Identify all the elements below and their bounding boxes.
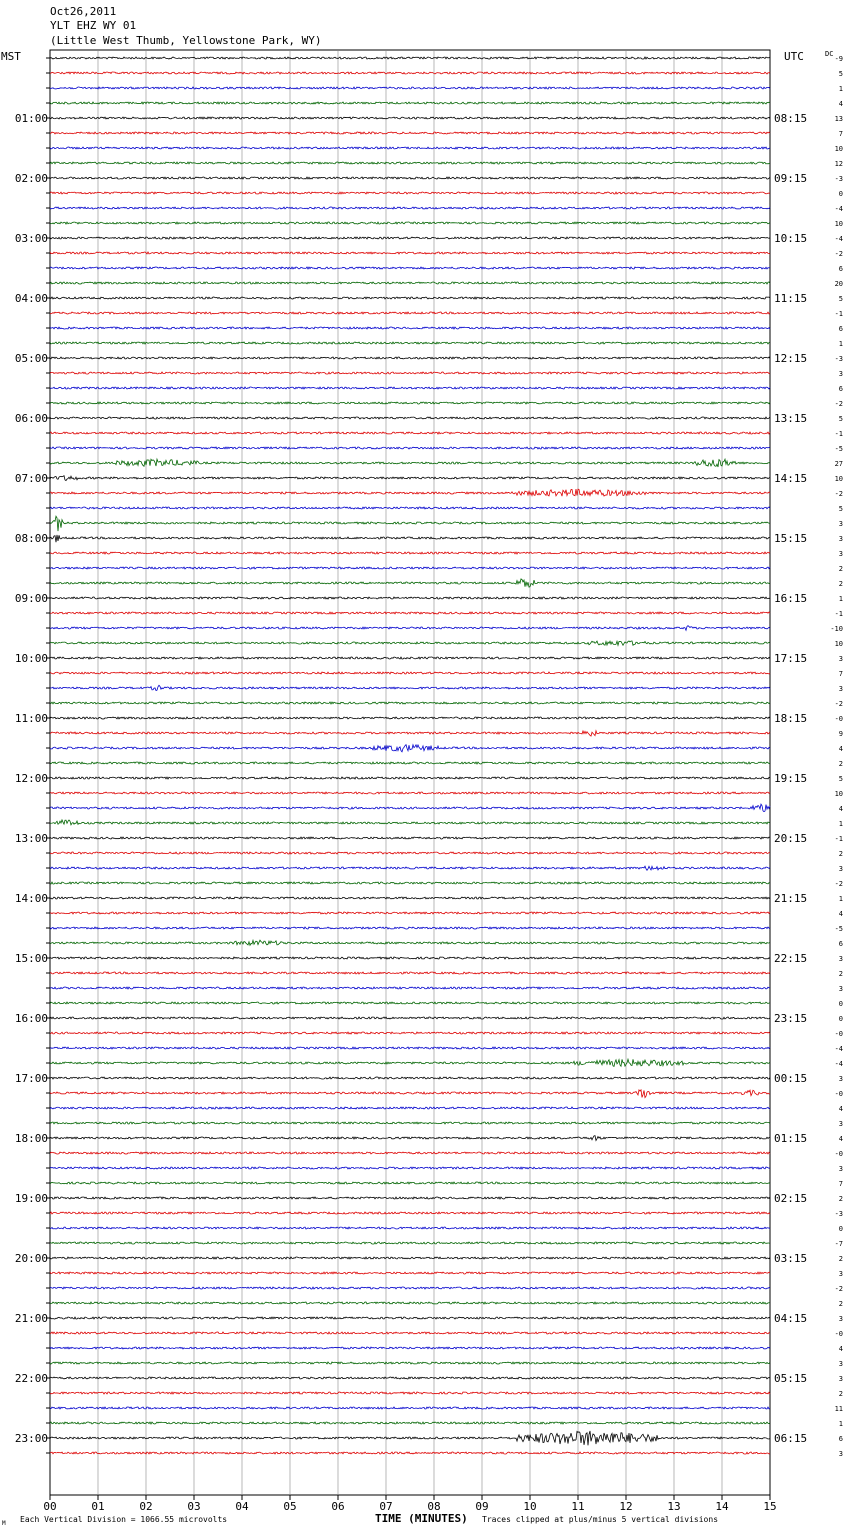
dc-offset-value: 5 <box>838 415 843 423</box>
dc-offset-value: 0 <box>838 190 843 198</box>
dc-offset-value: 0 <box>838 1015 843 1023</box>
seismic-trace <box>50 1077 770 1079</box>
dc-offset-value: 4 <box>838 100 843 108</box>
seismic-trace <box>50 567 770 569</box>
dc-offset-value: 1 <box>838 1420 843 1428</box>
utc-hour-label: 08:15 <box>774 112 808 125</box>
dc-offset-value: 2 <box>838 565 843 573</box>
mst-hour-label: 16:00 <box>14 1012 48 1025</box>
seismic-trace <box>50 927 770 929</box>
dc-offset-value: 5 <box>838 775 843 783</box>
seismic-trace <box>50 489 770 496</box>
seismic-trace <box>50 552 770 554</box>
dc-offset-value: 2 <box>838 850 843 858</box>
seismic-trace <box>50 535 770 542</box>
seismic-trace <box>50 447 770 449</box>
mst-hour-label: 09:00 <box>14 592 48 605</box>
dc-offset-value: 2 <box>838 1255 843 1263</box>
dc-offset-value: 5 <box>838 295 843 303</box>
utc-hour-label: 15:15 <box>774 532 808 545</box>
dc-offset-value: 3 <box>838 1375 843 1383</box>
dc-offset-value: 10 <box>834 640 843 648</box>
utc-hour-label: 14:15 <box>774 472 808 485</box>
seismic-trace <box>50 117 770 119</box>
seismic-trace <box>50 1059 770 1066</box>
utc-hour-label: 09:15 <box>774 172 808 185</box>
seismic-trace <box>50 1332 770 1334</box>
mst-hour-label: 06:00 <box>14 412 48 425</box>
dc-offset-value: 3 <box>838 550 843 558</box>
dc-offset-value: -0 <box>834 715 843 723</box>
seismic-trace <box>50 1317 770 1319</box>
seismic-trace <box>50 1347 770 1349</box>
seismic-trace <box>50 162 770 164</box>
x-tick-label: 06 <box>331 1500 345 1513</box>
utc-hour-label: 16:15 <box>774 592 808 605</box>
utc-hour-label: 13:15 <box>774 412 808 425</box>
dc-offset-value: -5 <box>834 925 843 933</box>
x-tick-label: 03 <box>187 1500 201 1513</box>
dc-offset-value: 12 <box>834 160 843 168</box>
corner-mark: M <box>2 1520 6 1527</box>
utc-hour-label: 04:15 <box>774 1312 808 1325</box>
seismic-trace <box>50 222 770 224</box>
seismic-trace <box>50 417 770 419</box>
seismic-trace <box>50 57 770 59</box>
seismic-trace <box>50 1392 770 1394</box>
dc-offset-value: 20 <box>834 280 843 288</box>
seismic-trace <box>50 612 770 614</box>
dc-offset-value: -4 <box>834 205 843 213</box>
mst-hour-label: 23:00 <box>14 1432 48 1445</box>
x-tick-label: 12 <box>619 1500 633 1513</box>
dc-offset-value: -3 <box>834 355 843 363</box>
seismic-trace <box>50 72 770 74</box>
seismic-trace <box>50 972 770 974</box>
utc-hour-label: 05:15 <box>774 1372 808 1385</box>
dc-offset-value: -5 <box>834 445 843 453</box>
seismic-trace <box>50 837 770 839</box>
seismic-trace <box>50 516 770 531</box>
dc-offset-value: 2 <box>838 760 843 768</box>
dc-offset-value: 3 <box>838 865 843 873</box>
dc-offset-value: -2 <box>834 1285 843 1293</box>
dc-offset-value: 7 <box>838 670 843 678</box>
dc-offset-value: 10 <box>834 475 843 483</box>
mst-hour-label: 18:00 <box>14 1132 48 1145</box>
utc-axis-label: UTC <box>784 50 804 63</box>
utc-hour-label: 19:15 <box>774 772 808 785</box>
dc-offset-value: 4 <box>838 1105 843 1113</box>
dc-offset-value: -4 <box>834 1045 843 1053</box>
station-code: YLT EHZ WY 01 <box>50 19 137 32</box>
dc-offset-value: -1 <box>834 610 843 618</box>
dc-offset-value: 6 <box>838 385 843 393</box>
mst-hour-label: 15:00 <box>14 952 48 965</box>
seismic-trace <box>50 731 770 736</box>
utc-hour-label: 20:15 <box>774 832 808 845</box>
seismic-trace <box>50 1152 770 1154</box>
seismic-trace <box>50 777 770 779</box>
dc-offset-value: -1 <box>834 430 843 438</box>
utc-hour-label: 12:15 <box>774 352 808 365</box>
seismic-trace <box>50 459 770 467</box>
dc-offset-value: 5 <box>838 70 843 78</box>
utc-hour-label: 01:15 <box>774 1132 808 1145</box>
seismic-trace <box>50 1452 770 1454</box>
seismic-trace <box>50 1227 770 1229</box>
utc-hour-label: 03:15 <box>774 1252 808 1265</box>
dc-offset-value: 1 <box>838 85 843 93</box>
seismic-trace <box>50 1212 770 1214</box>
dc-offset-value: 2 <box>838 580 843 588</box>
utc-hour-label: 06:15 <box>774 1432 808 1445</box>
dc-offset-value: -1 <box>834 310 843 318</box>
clip-note: Traces clipped at plus/minus 5 vertical divisions <box>482 1515 719 1524</box>
dc-offset-value: -10 <box>830 625 843 633</box>
seismic-trace <box>50 579 770 587</box>
plot-date: Oct26,2011 <box>50 5 117 18</box>
utc-hour-label: 10:15 <box>774 232 808 245</box>
seismic-trace <box>50 177 770 179</box>
dc-offset-value: 3 <box>838 520 843 528</box>
x-tick-label: 14 <box>715 1500 729 1513</box>
dc-offset-value: 9 <box>838 730 843 738</box>
dc-offset-value: 3 <box>838 1075 843 1083</box>
utc-hour-label: 21:15 <box>774 892 808 905</box>
dc-offset-value: -3 <box>834 1210 843 1218</box>
dc-offset-value: 3 <box>838 1450 843 1458</box>
seismic-trace <box>50 357 770 359</box>
dc-offset-value: -2 <box>834 700 843 708</box>
dc-offset-value: 4 <box>838 805 843 813</box>
seismic-trace <box>50 297 770 299</box>
dc-offset-value: 3 <box>838 985 843 993</box>
x-tick-label: 01 <box>91 1500 105 1513</box>
dc-offset-value: -7 <box>834 1240 843 1248</box>
mst-hour-label: 19:00 <box>14 1192 48 1205</box>
seismic-trace <box>50 702 770 704</box>
seismic-trace <box>50 102 770 104</box>
mst-hour-label: 11:00 <box>14 712 48 725</box>
x-tick-label: 11 <box>571 1500 585 1513</box>
seismic-trace <box>50 866 770 870</box>
dc-offset-value: 1 <box>838 340 843 348</box>
dc-offset-value: 6 <box>838 325 843 333</box>
seismic-trace <box>50 672 770 674</box>
mst-hour-label: 01:00 <box>14 112 48 125</box>
x-tick-label: 05 <box>283 1500 297 1513</box>
seismic-trace <box>50 852 770 854</box>
seismic-trace <box>50 342 770 344</box>
x-tick-label: 04 <box>235 1500 249 1513</box>
seismic-trace <box>50 641 770 645</box>
dc-offset-value: 2 <box>838 1300 843 1308</box>
x-tick-label: 08 <box>427 1500 441 1513</box>
dc-offset-value: 1 <box>838 595 843 603</box>
seismic-trace <box>50 312 770 314</box>
dc-offset-value: 11 <box>834 1405 843 1413</box>
seismic-trace <box>50 432 770 434</box>
seismic-trace <box>50 327 770 329</box>
seismic-trace <box>50 626 770 631</box>
dc-offset-value: 5 <box>838 505 843 513</box>
seismic-trace <box>50 1047 770 1049</box>
dc-offset-value: 3 <box>838 955 843 963</box>
seismic-trace <box>50 267 770 269</box>
x-tick-label: 00 <box>43 1500 57 1513</box>
seismic-trace <box>50 804 770 812</box>
seismic-trace <box>50 1422 770 1424</box>
seismic-trace <box>50 957 770 959</box>
seismic-trace <box>50 1167 770 1169</box>
utc-hour-label: 22:15 <box>774 952 808 965</box>
seismic-trace <box>50 1002 770 1004</box>
utc-hour-label: 00:15 <box>774 1072 808 1085</box>
dc-offset-value: -2 <box>834 880 843 888</box>
dc-offset-value: -4 <box>834 235 843 243</box>
dc-offset-value: 3 <box>838 685 843 693</box>
dc-offset-value: 4 <box>838 910 843 918</box>
x-tick-label: 02 <box>139 1500 153 1513</box>
dc-offset-value: -9 <box>834 55 843 63</box>
seismic-trace <box>50 87 770 89</box>
seismic-trace <box>50 912 770 914</box>
seismic-trace <box>50 476 770 481</box>
seismic-trace <box>50 1362 770 1364</box>
dc-offset-value: 6 <box>838 940 843 948</box>
dc-offset-value: 3 <box>838 1270 843 1278</box>
dc-offset-value: -4 <box>834 1060 843 1068</box>
dc-offset-value: 7 <box>838 130 843 138</box>
dc-offset-value: 6 <box>838 1435 843 1443</box>
mst-hour-label: 21:00 <box>14 1312 48 1325</box>
dc-offset-value: 10 <box>834 145 843 153</box>
mst-hour-label: 12:00 <box>14 772 48 785</box>
seismic-trace <box>50 882 770 884</box>
dc-offset-value: 13 <box>834 115 843 123</box>
mst-hour-label: 04:00 <box>14 292 48 305</box>
utc-hour-label: 18:15 <box>774 712 808 725</box>
seismic-trace <box>50 1107 770 1109</box>
mst-hour-label: 05:00 <box>14 352 48 365</box>
x-tick-label: 09 <box>475 1500 489 1513</box>
dc-offset-value: 4 <box>838 745 843 753</box>
dc-offset-value: 3 <box>838 1120 843 1128</box>
scale-note: Each Vertical Division = 1066.55 microvolts <box>20 1515 228 1524</box>
seismic-trace <box>50 685 770 690</box>
seismic-trace <box>50 1122 770 1124</box>
seismic-trace <box>50 1136 770 1141</box>
dc-offset-value: 2 <box>838 1390 843 1398</box>
dc-offset-value: -1 <box>834 835 843 843</box>
seismic-trace <box>50 987 770 989</box>
dc-offset-value: 1 <box>838 895 843 903</box>
seismic-trace <box>50 387 770 389</box>
mst-hour-label: 22:00 <box>14 1372 48 1385</box>
dc-offset-value: 3 <box>838 1165 843 1173</box>
dc-offset-value: 4 <box>838 1345 843 1353</box>
mst-hour-label: 07:00 <box>14 472 48 485</box>
dc-offset-value: 3 <box>838 535 843 543</box>
mst-axis-label: MST <box>1 50 21 63</box>
dc-offset-value: -0 <box>834 1030 843 1038</box>
seismic-trace <box>50 207 770 209</box>
seismic-trace <box>50 657 770 659</box>
seismic-trace <box>50 1272 770 1274</box>
seismic-trace <box>50 132 770 134</box>
dc-offset-value: 3 <box>838 1315 843 1323</box>
seismic-trace <box>50 372 770 374</box>
seismic-trace <box>50 1032 770 1034</box>
dc-offset-value: -2 <box>834 490 843 498</box>
seismic-trace <box>50 897 770 899</box>
seismic-trace <box>50 1377 770 1379</box>
utc-hour-label: 23:15 <box>774 1012 808 1025</box>
seismic-trace <box>50 402 770 404</box>
x-tick-label: 10 <box>523 1500 537 1513</box>
mst-hour-label: 02:00 <box>14 172 48 185</box>
dc-offset-value: 6 <box>838 265 843 273</box>
dc-offset-value: 3 <box>838 655 843 663</box>
seismic-trace <box>50 1090 770 1098</box>
seismic-trace <box>50 762 770 764</box>
station-location: (Little West Thumb, Yellowstone Park, WY) <box>50 34 322 47</box>
dc-offset-value: 1 <box>838 820 843 828</box>
utc-hour-label: 17:15 <box>774 652 808 665</box>
dc-offset-value: 0 <box>838 1000 843 1008</box>
mst-hour-label: 13:00 <box>14 832 48 845</box>
dc-offset-value: 0 <box>838 1225 843 1233</box>
seismic-trace <box>50 745 770 752</box>
seismic-trace <box>50 717 770 719</box>
seismic-trace <box>50 820 770 825</box>
seismic-trace <box>50 1242 770 1244</box>
dc-offset-value: 2 <box>838 1195 843 1203</box>
seismic-trace <box>50 1431 770 1445</box>
dc-offset-header: DC <box>825 50 834 58</box>
seismic-trace <box>50 1407 770 1409</box>
dc-offset-value: 10 <box>834 790 843 798</box>
plot-frame <box>50 50 770 1495</box>
dc-offset-value: 2 <box>838 970 843 978</box>
mst-hour-label: 17:00 <box>14 1072 48 1085</box>
x-tick-label: 15 <box>763 1500 777 1513</box>
seismic-trace <box>50 1257 770 1259</box>
mst-hour-label: 14:00 <box>14 892 48 905</box>
seismic-trace <box>50 1287 770 1289</box>
dc-offset-value: -0 <box>834 1150 843 1158</box>
mst-hour-label: 08:00 <box>14 532 48 545</box>
dc-offset-value: -3 <box>834 175 843 183</box>
dc-offset-value: 3 <box>838 1360 843 1368</box>
seismic-trace <box>50 940 770 945</box>
utc-hour-label: 11:15 <box>774 292 808 305</box>
dc-offset-value: 10 <box>834 220 843 228</box>
x-axis-title: TIME (MINUTES) <box>375 1512 468 1525</box>
x-tick-label: 07 <box>379 1500 393 1513</box>
seismic-trace <box>50 1302 770 1304</box>
dc-offset-value: 3 <box>838 370 843 378</box>
dc-offset-value: 7 <box>838 1180 843 1188</box>
seismic-trace <box>50 1017 770 1019</box>
dc-offset-value: -2 <box>834 400 843 408</box>
seismic-trace <box>50 792 770 794</box>
mst-hour-label: 03:00 <box>14 232 48 245</box>
seismic-trace <box>50 282 770 284</box>
seismic-trace <box>50 192 770 194</box>
seismic-trace <box>50 597 770 599</box>
seismic-trace <box>50 507 770 509</box>
seismic-trace <box>50 1197 770 1199</box>
dc-offset-value: 27 <box>834 460 843 468</box>
seismic-trace <box>50 237 770 239</box>
x-tick-label: 13 <box>667 1500 681 1513</box>
seismic-trace <box>50 1182 770 1184</box>
dc-offset-value: -0 <box>834 1330 843 1338</box>
seismic-trace <box>50 252 770 254</box>
dc-offset-value: -2 <box>834 250 843 258</box>
dc-offset-value: 4 <box>838 1135 843 1143</box>
mst-hour-label: 20:00 <box>14 1252 48 1265</box>
mst-hour-label: 10:00 <box>14 652 48 665</box>
seismic-trace <box>50 147 770 149</box>
utc-hour-label: 02:15 <box>774 1192 808 1205</box>
dc-offset-value: -0 <box>834 1090 843 1098</box>
